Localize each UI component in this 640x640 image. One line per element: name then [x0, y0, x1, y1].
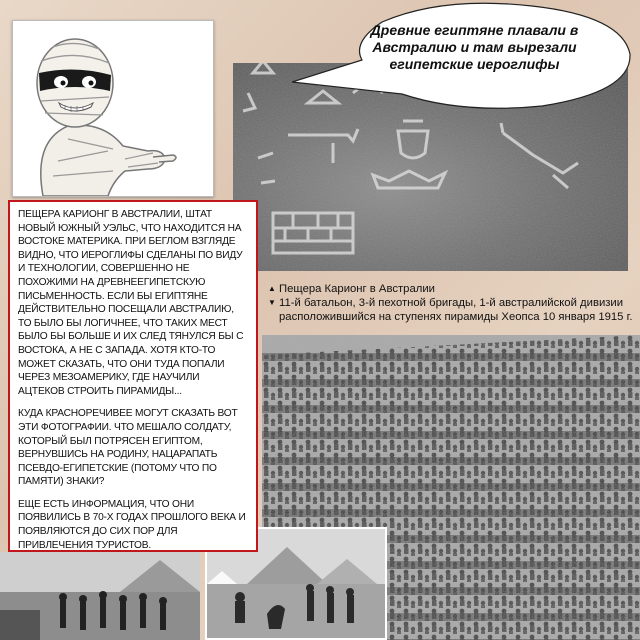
main-text-box [8, 200, 258, 552]
soldiers-marching-photo [0, 552, 200, 640]
caption-up-marker: ▲ [268, 284, 276, 293]
caption-battalion [268, 296, 636, 324]
mummy-card [12, 20, 214, 197]
photo-captions [268, 282, 636, 324]
caption-down-marker: ▼ [268, 298, 276, 307]
main-paragraph-3: ЕЩЕ ЕСТЬ ИНФОРМАЦИЯ, ЧТО ОНИ ПОЯВИЛИСЬ В 70-Х ГОДАХ ПРОШЛОГО ВЕКА И ПОЯВЛЯЮТСЯ ДО СИХ ПОР ДЛЯ ПРИВЛЕЧЕНИЯ ТУРИСТОВ. [18, 498, 246, 551]
caption-cave [268, 282, 636, 296]
speech-bubble-text: Древние египтяне плавали в Австралию и там вырезали египетские иероглифы [370, 22, 579, 72]
main-paragraph-2: КУДА КРАСНОРЕЧИВЕЕ МОГУТ СКАЗАТЬ ВОТ ЭТИ ФОТОГРАФИИ. ЧТО МЕШАЛО СОЛДАТУ, КОТОРЫЙ БЫЛ ПОТРЯСЕН ЕГИПТОМ, ВЕРНУВШИСЬ НА РОДИНУ, НАЦАРАПАТЬ ПСЕВДО-ЕГИПЕТСКИЕ (ПОТОМУ ЧТО ПО ПАМЯТИ) ЗНАКИ? [18, 408, 238, 488]
mummy-cartoon-icon [13, 21, 213, 196]
caption-battalion-text: 11-й батальон, 3-й пехотной бригады, 1-й австралийской дивизии расположившийся на ступенях пирамиды Хеопса 10 января 1915 г. [279, 297, 633, 323]
caption-cave-text: Пещера Карионг в Австралии [279, 283, 435, 295]
marching-image [0, 552, 200, 640]
main-paragraph-1: ПЕЩЕРА КАРИОНГ В АВСТРАЛИИ, ШТАТ НОВЫЙ ЮЖНЫЙ УЭЛЬС, ЧТО НАХОДИТСЯ НА ВОСТОКЕ МАТЕРИКА. ПРИ БЕГЛОМ ВЗГЛЯДЕ ВИДНО, ЧТО ИЕРОГЛИФЫ СДЕЛАНЫ ПО ВИДУ И ТЕХНОЛОГИИ, СОВЕРШЕННО НЕ ПОХОЖИМИ НА ДРЕВНЕЕГИПЕТСКУЮ ПИСЬМЕННОСТЬ. ЕСЛИ БЫ ЕГИПТЯНЕ ДЕЙСТВИТЕЛЬНО ПОСЕЩАЛИ АВСТРАЛИЮ, ТО БЫЛО БЫ ЛОГИЧНЕЕ, ЧТО ТАКИХ МЕСТ БЫЛО БЫ БОЛЬШЕ И ИХ СЛЕД ТЯНУЛСЯ БЫ С ВОСТОКА, А НЕ С ЗАПАДА. ХОТЯ КТО-ТО МОЖЕТ СКАЗАТЬ, ЧТО ОНИ ТУДА ПОПАЛИ ЧЕРЕЗ МЕЗОАМЕРИКУ, ГДЕ НАУЧИЛИ АЦТЕКОВ СТРОИТЬ ПИРАМИДЫ... [18, 209, 244, 397]
